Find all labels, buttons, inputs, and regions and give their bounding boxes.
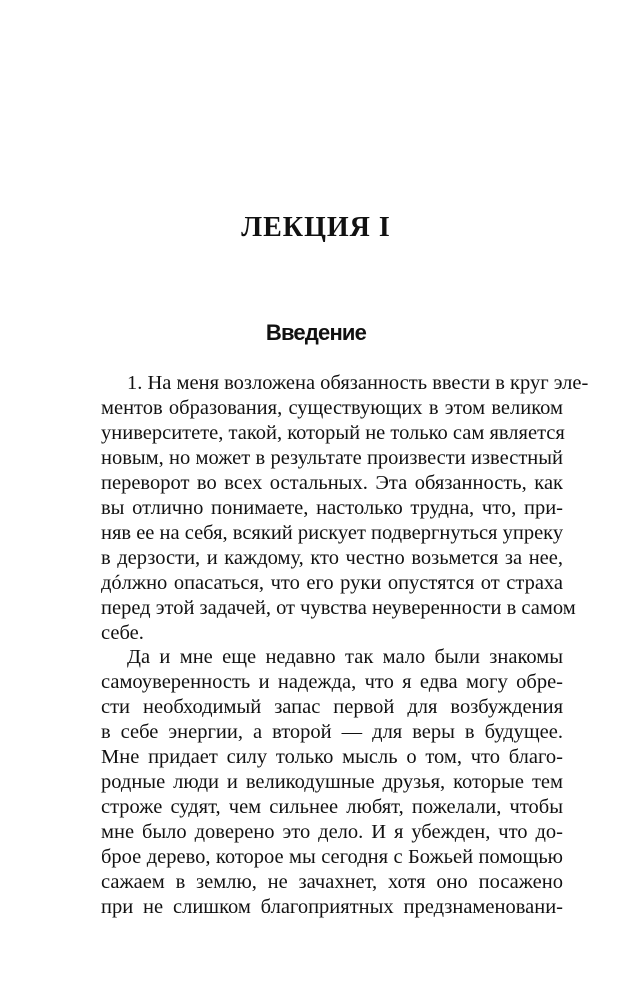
text-line: 1. На меня возложена обязанность ввести в круг эле-: [127, 372, 589, 394]
text-line: перед этой задачей, от чувства неуверенности в самом: [101, 597, 576, 619]
text-line: дóлжно опасаться, что его руки опустятся от страха: [101, 572, 563, 594]
section-heading: Введение: [265, 320, 367, 345]
text-line: новым, но может в результате произвести известный: [101, 447, 563, 469]
text-line: строже судят, чем сильнее любят, пожелали, чтобы: [101, 796, 563, 818]
text-line: брое дерево, которое мы сегодня с Божьей помощью: [101, 846, 563, 868]
text-line: сти необходимый запас первой для возбуждения: [101, 696, 563, 718]
text-line: при не слишком благоприятных предзнаменовани-: [101, 896, 563, 918]
text-line: университете, такой, который не только сам является: [101, 422, 565, 444]
text-line: ментов образования, существующих в этом великом: [101, 397, 563, 419]
text-line: в дерзости, и каждому, кто честно возьмется за нее,: [101, 547, 563, 569]
text-line: мне было доверено это дело. И я убежден, что до-: [101, 821, 563, 843]
text-line: Мне придает силу только мысль о том, что благо-: [101, 746, 563, 768]
text-line: Да и мне еще недавно так мало были знакомы: [127, 646, 563, 668]
text-line: вы отлично понимаете, настолько трудна, что, при-: [101, 497, 563, 519]
text-line: родные люди и великодушные друзья, которые тем: [101, 771, 563, 793]
paragraph-2: [101, 645, 563, 920]
text-line: себе.: [101, 622, 144, 644]
lecture-title: ЛЕКЦИЯ I: [241, 212, 391, 243]
text-line: няв ее на себя, всякий рискует подвергнуться упреку: [101, 522, 564, 544]
paragraph-1: [101, 371, 589, 646]
text-line: переворот во всех остальных. Эта обязанность, как: [101, 472, 563, 494]
text-line: сажаем в землю, не зачахнет, хотя оно посажено: [101, 871, 563, 893]
text-line: в себе энергии, а второй — для веры в будущее.: [101, 721, 563, 743]
text-line: самоуверенность и надежда, что я едва могу обре-: [101, 671, 563, 693]
